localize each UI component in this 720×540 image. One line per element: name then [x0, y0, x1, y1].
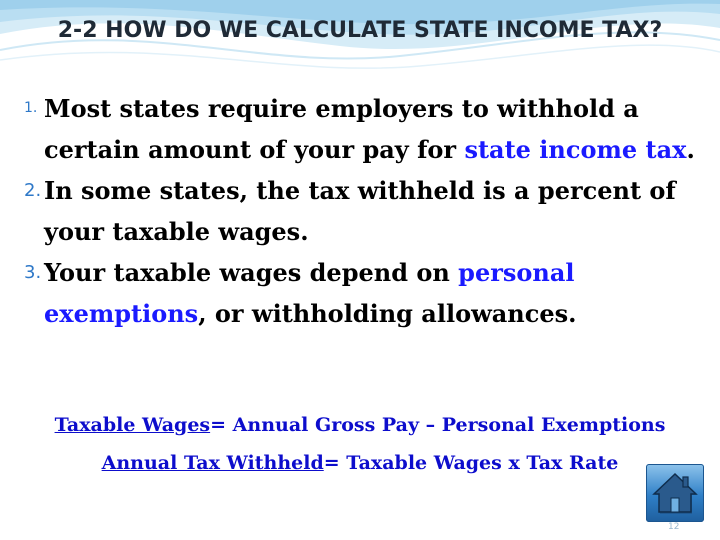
list-highlight: personal exemptions: [44, 258, 575, 328]
list-item: [24, 88, 696, 170]
formula-annual-tax-withheld: [0, 452, 720, 474]
formula-term: Taxable Wages: [54, 414, 211, 436]
formula-rest: = Taxable Wages x Tax Rate: [323, 452, 619, 474]
home-icon: [646, 464, 704, 522]
formula-rest: = Annual Gross Pay – Personal Exemptions: [210, 414, 666, 436]
list-number: 1.: [24, 100, 38, 116]
home-button[interactable]: [646, 464, 704, 522]
list-text: Your taxable wages depend on: [44, 258, 459, 287]
bullet-list: [24, 88, 696, 334]
list-text: Most states require employers to withhold a certain amount of your pay for: [44, 94, 639, 164]
slide-number: 12: [668, 522, 680, 532]
list-number: 3.: [24, 262, 42, 283]
list-text: In some states, the tax withheld is a percent of your taxable wages.: [44, 176, 676, 246]
list-text-after: .: [686, 135, 695, 164]
list-highlight: state income tax: [464, 135, 687, 164]
list-item: [24, 252, 696, 334]
formula-taxable-wages: [0, 414, 720, 436]
list-item: [24, 170, 696, 252]
list-number: 2.: [24, 180, 42, 201]
slide-title: 2-2 HOW DO WE CALCULATE STATE INCOME TAX?: [57, 18, 663, 43]
list-text-after: , or withholding allowances.: [198, 299, 577, 328]
formula-term: Annual Tax Withheld: [101, 452, 324, 474]
